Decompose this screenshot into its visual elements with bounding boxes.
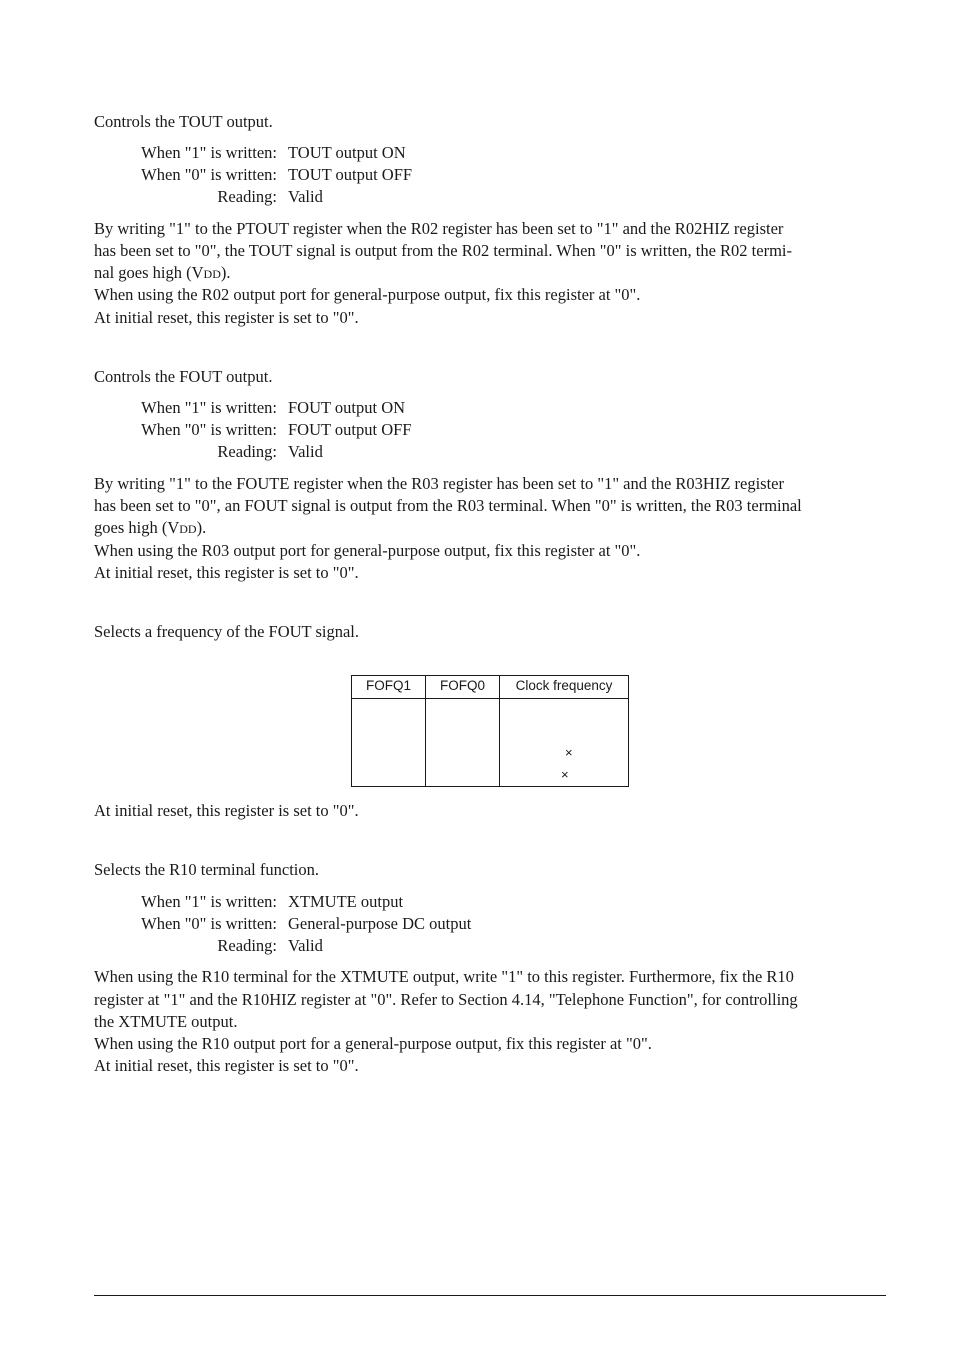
fout-para1-line3-post: ).: [196, 518, 207, 537]
r10-para1-line1: When using the R10 terminal for the XTMUTE output, write "1" to this register. Furthermore, fix the R10: [94, 967, 794, 986]
fofq-frequency-table: [351, 675, 629, 787]
tout-row-2-value: TOUT output OFF: [288, 165, 413, 184]
tout-para1-line3: [94, 263, 231, 283]
tout-para1-line1: By writing "1" to the PTOUT register when the R02 register has been set to "1" and the R02HIZ register: [94, 219, 784, 238]
tout-row-2-label: When "0" is written:: [141, 165, 277, 184]
tout-para2: When using the R02 output port for general-purpose output, fix this register at "0".: [94, 285, 641, 304]
r10-row-1-value: XTMUTE output: [288, 892, 404, 911]
fofq-header-fofq0: FOFQ0: [439, 678, 485, 693]
fout-intro: Controls the FOUT output.: [94, 367, 273, 386]
fofq-intro: Selects a frequency of the FOUT signal.: [94, 622, 359, 641]
r10-row-1-label: When "1" is written:: [141, 892, 277, 911]
tout-para3: At initial reset, this register is set to "0".: [94, 308, 359, 327]
fout-row-1-label: When "1" is written:: [141, 398, 277, 417]
fofq-para1: At initial reset, this register is set to "0".: [94, 801, 359, 820]
fout-row-1-value: FOUT output ON: [288, 398, 406, 417]
fout-para1-line3-sub: DD: [179, 522, 197, 536]
tout-para1-line3-post: ).: [220, 263, 231, 282]
fout-para1-line1: By writing "1" to the FOUTE register when the R03 register has been set to "1" and the R03HIZ register: [94, 474, 785, 493]
fout-para3: At initial reset, this register is set to "0".: [94, 563, 359, 582]
fofq-times-symbol-1: ×: [565, 745, 573, 760]
tout-para1-line3-pre: nal goes high (V: [94, 263, 204, 282]
fout-row-3-label: Reading:: [217, 442, 277, 461]
r10-row-2-value: General-purpose DC output: [288, 914, 472, 933]
fofq-header-fofq1: FOFQ1: [365, 678, 411, 693]
fout-para1-line3: [94, 518, 206, 538]
r10-intro: Selects the R10 terminal function.: [94, 860, 319, 879]
fout-para2: When using the R03 output port for general-purpose output, fix this register at "0".: [94, 541, 641, 560]
tout-row-1-value: TOUT output ON: [288, 143, 406, 162]
r10-para1-line2: register at "1" and the R10HIZ register at "0". Refer to Section 4.14, "Telephone Function", for controlling: [94, 990, 798, 1009]
tout-para1-line3-sub: DD: [203, 267, 221, 281]
tout-row-1-label: When "1" is written:: [141, 143, 277, 162]
fofq-times-symbol-2: ×: [561, 767, 569, 782]
fout-row-3-value: Valid: [288, 442, 323, 461]
r10-para2: When using the R10 output port for a general-purpose output, fix this register at "0".: [94, 1034, 652, 1053]
r10-para3: At initial reset, this register is set to "0".: [94, 1056, 359, 1075]
fout-row-2-value: FOUT output OFF: [288, 420, 412, 439]
fout-para1-line2: has been set to "0", an FOUT signal is output from the R03 terminal. When "0" is written, the R03 terminal: [94, 496, 802, 515]
fout-para1-line3-pre: goes high (V: [94, 518, 180, 537]
r10-row-3-value: Valid: [288, 936, 323, 955]
tout-row-3-label: Reading:: [217, 187, 277, 206]
r10-row-3-label: Reading:: [217, 936, 277, 955]
r10-para1-line3: the XTMUTE output.: [94, 1012, 238, 1031]
tout-para1-line2: has been set to "0", the TOUT signal is output from the R02 terminal. When "0" is written, the R02 termi-: [94, 241, 792, 260]
r10-row-2-label: When "0" is written:: [141, 914, 277, 933]
tout-row-3-value: Valid: [288, 187, 323, 206]
fofq-header-clock-frequency: Clock frequency: [515, 678, 613, 693]
tout-intro: Controls the TOUT output.: [94, 112, 273, 131]
footer-divider: [94, 1295, 886, 1296]
fout-row-2-label: When "0" is written:: [141, 420, 277, 439]
